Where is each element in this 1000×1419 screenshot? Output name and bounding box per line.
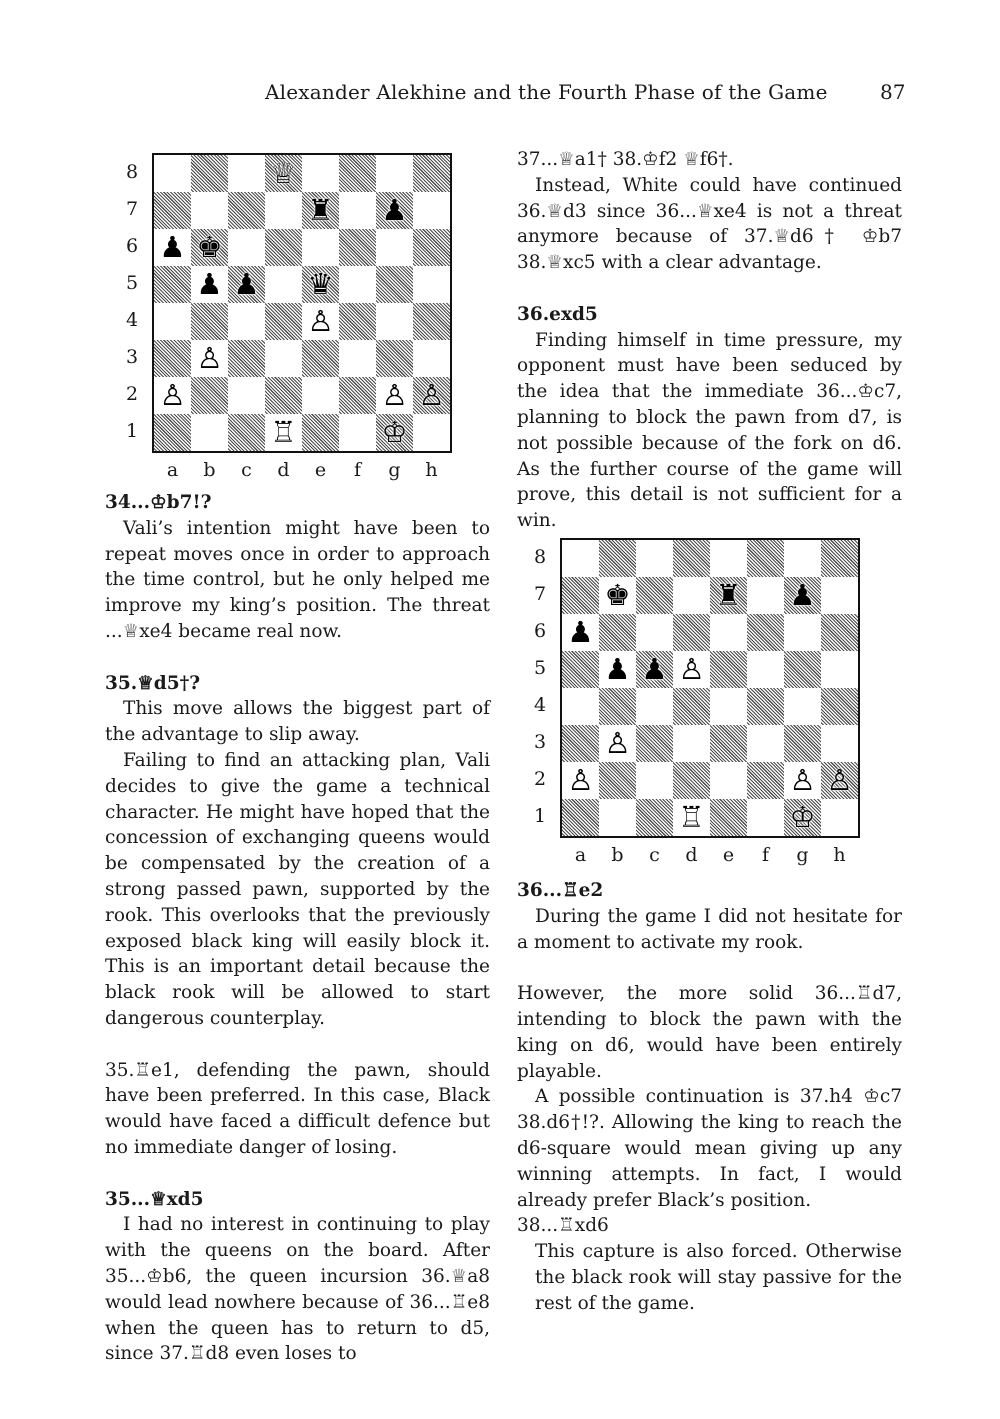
right-text-top <box>517 147 902 534</box>
white-pawn-icon: ♙ <box>307 304 334 338</box>
square-d3 <box>673 725 710 762</box>
square-e5 <box>710 651 747 688</box>
square-b6 <box>191 229 228 266</box>
square-c2 <box>228 377 265 414</box>
square-a3 <box>154 340 191 377</box>
square-d1 <box>265 414 302 451</box>
square-d4 <box>265 303 302 340</box>
square-d3 <box>265 340 302 377</box>
left-text <box>105 490 490 1367</box>
rank-label: 1 <box>533 805 547 827</box>
white-pawn-icon: ♙ <box>381 378 408 412</box>
square-a8 <box>562 540 599 577</box>
white-queen-icon: ♕ <box>270 156 297 190</box>
square-e6 <box>710 614 747 651</box>
file-label: g <box>796 844 809 866</box>
square-g6 <box>376 229 413 266</box>
rank-label: 6 <box>125 235 139 257</box>
running-title: Alexander Alekhine and the Fourth Phase of the Game <box>265 80 828 104</box>
square-b3 <box>599 725 636 762</box>
square-c4 <box>228 303 265 340</box>
white-pawn-icon: ♙ <box>418 378 445 412</box>
square-f5 <box>339 266 376 303</box>
paragraph: Failing to find an attacking plan, Vali decides to give the game a technical character. He might have hoped that the concession of exchanging queens would be compensated by the creation of a strong passed pawn, supported by the rook. This overlooks that the previously exposed black king will easily block it. This is an important detail because the black rook will be allowed to start dangerous counterplay. <box>105 749 490 1029</box>
square-h7 <box>821 577 858 614</box>
square-a2 <box>562 762 599 799</box>
square-h1 <box>821 799 858 836</box>
white-pawn-icon: ♙ <box>196 341 223 375</box>
square-d7 <box>265 192 302 229</box>
file-label: b <box>203 459 216 481</box>
square-a5 <box>154 266 191 303</box>
square-f3 <box>339 340 376 377</box>
file-label: g <box>388 459 401 481</box>
rank-label: 4 <box>533 694 547 716</box>
square-b2 <box>599 762 636 799</box>
square-c1 <box>636 799 673 836</box>
square-b7 <box>599 577 636 614</box>
rank-label: 7 <box>125 198 139 220</box>
square-d6 <box>673 614 710 651</box>
page-header <box>0 80 1000 110</box>
square-e4 <box>302 303 339 340</box>
square-e8 <box>302 155 339 192</box>
paragraph: Vali’s intention might have been to repeat moves once in order to approach the time control, but he only helped me improve my king’s position. The threat ...♕xe4 became real now. <box>105 517 490 642</box>
square-f5 <box>747 651 784 688</box>
square-a7 <box>154 192 191 229</box>
square-h3 <box>413 340 450 377</box>
paragraph: Instead, White could have continued 36.♕d3 since 36...♕xe4 is not a threat anymore because of 37.♕d6† ♔b7 38.♕xc5 with a clear advantage. <box>517 174 902 274</box>
square-f4 <box>747 688 784 725</box>
square-b8 <box>599 540 636 577</box>
file-label: d <box>685 844 698 866</box>
file-label: a <box>166 459 179 481</box>
square-c1 <box>228 414 265 451</box>
chess-board <box>152 153 452 453</box>
square-c7 <box>636 577 673 614</box>
move-heading: 35.♕d5†? <box>105 672 201 694</box>
square-f3 <box>747 725 784 762</box>
square-a4 <box>154 303 191 340</box>
file-label: c <box>241 459 252 481</box>
paragraph: Finding himself in time pressure, my opponent must have been seduced by the idea that the immediate 36...♔c7, planning to block the pawn from d7, is not possible because of the fork on d6. As the further course of the game will prove, this detail is not sufficient for a win. <box>517 329 902 532</box>
square-d8 <box>673 540 710 577</box>
square-b1 <box>191 414 228 451</box>
black-king-icon: ♚ <box>196 230 223 264</box>
square-e7 <box>710 577 747 614</box>
square-b1 <box>599 799 636 836</box>
square-g8 <box>376 155 413 192</box>
square-a5 <box>562 651 599 688</box>
square-d5 <box>673 651 710 688</box>
black-pawn-icon: ♟ <box>233 267 260 301</box>
square-f7 <box>339 192 376 229</box>
file-label: d <box>277 459 290 481</box>
square-g3 <box>784 725 821 762</box>
square-e1 <box>302 414 339 451</box>
square-f4 <box>339 303 376 340</box>
variation-line: 38...♖xd6 <box>517 1215 609 1237</box>
square-g4 <box>376 303 413 340</box>
square-a6 <box>562 614 599 651</box>
black-pawn-icon: ♟ <box>159 230 186 264</box>
square-b4 <box>191 303 228 340</box>
square-d1 <box>673 799 710 836</box>
file-label: e <box>722 844 735 866</box>
paragraph: 37...♕a1† 38.♔f2 ♕f6†. <box>517 149 734 170</box>
black-pawn-icon: ♟ <box>381 193 408 227</box>
square-e3 <box>710 725 747 762</box>
black-king-icon: ♚ <box>604 578 631 612</box>
rank-label: 6 <box>533 620 547 642</box>
square-d6 <box>265 229 302 266</box>
rank-label: 3 <box>125 346 139 368</box>
square-c6 <box>636 614 673 651</box>
square-d4 <box>673 688 710 725</box>
square-h8 <box>821 540 858 577</box>
square-g4 <box>784 688 821 725</box>
rank-label: 2 <box>533 768 547 790</box>
square-a8 <box>154 155 191 192</box>
rank-label: 2 <box>125 383 139 405</box>
square-c6 <box>228 229 265 266</box>
square-c2 <box>636 762 673 799</box>
square-f2 <box>339 377 376 414</box>
square-g2 <box>376 377 413 414</box>
square-f6 <box>747 614 784 651</box>
white-pawn-icon: ♙ <box>826 763 853 797</box>
square-f8 <box>747 540 784 577</box>
paragraph: A possible continuation is 37.h4 ♔c7 38.d6†!?. Allowing the king to reach the d6-square would mean giving up any winning attempts. In fact, I would already prefer Black’s position. <box>517 1086 902 1211</box>
square-f6 <box>339 229 376 266</box>
black-rook-icon: ♜ <box>307 193 334 227</box>
move-heading: 34...♔b7!? <box>105 492 212 513</box>
square-e5 <box>302 266 339 303</box>
square-g8 <box>784 540 821 577</box>
white-pawn-icon: ♙ <box>789 763 816 797</box>
file-label: c <box>649 844 660 866</box>
square-h7 <box>413 192 450 229</box>
square-g7 <box>376 192 413 229</box>
square-a3 <box>562 725 599 762</box>
square-e2 <box>302 377 339 414</box>
square-h1 <box>413 414 450 451</box>
square-c5 <box>228 266 265 303</box>
square-c7 <box>228 192 265 229</box>
square-f8 <box>339 155 376 192</box>
square-f1 <box>339 414 376 451</box>
black-pawn-icon: ♟ <box>567 615 594 649</box>
rank-label: 4 <box>125 309 139 331</box>
white-pawn-icon: ♙ <box>678 652 705 686</box>
black-pawn-icon: ♟ <box>789 578 816 612</box>
square-g1 <box>784 799 821 836</box>
move-heading: 36.exd5 <box>517 303 598 325</box>
square-g5 <box>376 266 413 303</box>
rank-label: 8 <box>533 546 547 568</box>
black-pawn-icon: ♟ <box>196 267 223 301</box>
square-g1 <box>376 414 413 451</box>
square-d8 <box>265 155 302 192</box>
square-g3 <box>376 340 413 377</box>
square-e3 <box>302 340 339 377</box>
rank-label: 1 <box>125 420 139 442</box>
square-c8 <box>228 155 265 192</box>
paragraph: This capture is also forced. Otherwise the black rook will stay passive for the rest of the game. <box>535 1241 902 1314</box>
rank-label: 7 <box>533 583 547 605</box>
square-g5 <box>784 651 821 688</box>
paragraph: I had no interest in continuing to play with the queens on the board. After 35...♔b6, the queen incursion 36.♕a8 would lead nowhere because of 36...♖e8 when the queen has to return to d5, since 37.♖d8 even loses to <box>105 1214 490 1365</box>
square-b5 <box>599 651 636 688</box>
square-f2 <box>747 762 784 799</box>
file-label: e <box>314 459 327 481</box>
square-g2 <box>784 762 821 799</box>
white-pawn-icon: ♙ <box>604 726 631 760</box>
file-label: f <box>761 844 770 866</box>
square-c5 <box>636 651 673 688</box>
square-e4 <box>710 688 747 725</box>
file-label: b <box>611 844 624 866</box>
white-rook-icon: ♖ <box>678 800 705 834</box>
square-b5 <box>191 266 228 303</box>
square-h5 <box>821 651 858 688</box>
square-e2 <box>710 762 747 799</box>
square-b4 <box>599 688 636 725</box>
square-e7 <box>302 192 339 229</box>
file-label: h <box>833 844 846 866</box>
square-h5 <box>413 266 450 303</box>
square-d5 <box>265 266 302 303</box>
square-a1 <box>562 799 599 836</box>
square-h2 <box>821 762 858 799</box>
rank-label: 5 <box>125 272 139 294</box>
move-heading: 36...♖e2 <box>517 880 604 901</box>
square-g6 <box>784 614 821 651</box>
square-d2 <box>673 762 710 799</box>
square-f7 <box>747 577 784 614</box>
square-h6 <box>413 229 450 266</box>
rank-label: 5 <box>533 657 547 679</box>
white-pawn-icon: ♙ <box>159 378 186 412</box>
white-pawn-icon: ♙ <box>567 763 594 797</box>
square-h3 <box>821 725 858 762</box>
square-b8 <box>191 155 228 192</box>
square-d7 <box>673 577 710 614</box>
file-label: h <box>425 459 438 481</box>
chess-board <box>560 538 860 838</box>
square-h6 <box>821 614 858 651</box>
square-h8 <box>413 155 450 192</box>
white-king-icon: ♔ <box>789 800 816 834</box>
black-queen-icon: ♛ <box>307 267 334 301</box>
square-c3 <box>636 725 673 762</box>
square-c8 <box>636 540 673 577</box>
square-c3 <box>228 340 265 377</box>
square-e1 <box>710 799 747 836</box>
right-text-bottom <box>517 878 902 1317</box>
square-h2 <box>413 377 450 414</box>
file-label: a <box>574 844 587 866</box>
square-c4 <box>636 688 673 725</box>
rank-label: 8 <box>125 161 139 183</box>
square-b6 <box>599 614 636 651</box>
square-a2 <box>154 377 191 414</box>
square-f1 <box>747 799 784 836</box>
square-a4 <box>562 688 599 725</box>
black-rook-icon: ♜ <box>715 578 742 612</box>
paragraph: 35.♖e1, defending the pawn, should have been preferred. In this case, Black would have faced a difficult defence but no immediate danger of losing. <box>105 1059 490 1158</box>
square-a7 <box>562 577 599 614</box>
square-a6 <box>154 229 191 266</box>
square-g7 <box>784 577 821 614</box>
square-e6 <box>302 229 339 266</box>
square-d2 <box>265 377 302 414</box>
square-h4 <box>413 303 450 340</box>
black-pawn-icon: ♟ <box>641 652 668 686</box>
square-b7 <box>191 192 228 229</box>
square-e8 <box>710 540 747 577</box>
black-pawn-icon: ♟ <box>604 652 631 686</box>
square-h4 <box>821 688 858 725</box>
paragraph: This move allows the biggest part of the advantage to slip away. <box>105 698 490 746</box>
square-b3 <box>191 340 228 377</box>
rank-label: 3 <box>533 731 547 753</box>
file-label: f <box>353 459 362 481</box>
white-rook-icon: ♖ <box>270 415 297 449</box>
square-a1 <box>154 414 191 451</box>
square-b2 <box>191 377 228 414</box>
paragraph: However, the more solid 36...♖d7, intending to block the pawn with the king on d6, would have been entirely playable. <box>517 983 902 1082</box>
white-king-icon: ♔ <box>381 415 408 449</box>
paragraph: During the game I did not hesitate for a moment to activate my rook. <box>517 905 902 953</box>
move-heading: 35...♕xd5 <box>105 1188 204 1210</box>
page-number: 87 <box>880 80 906 104</box>
